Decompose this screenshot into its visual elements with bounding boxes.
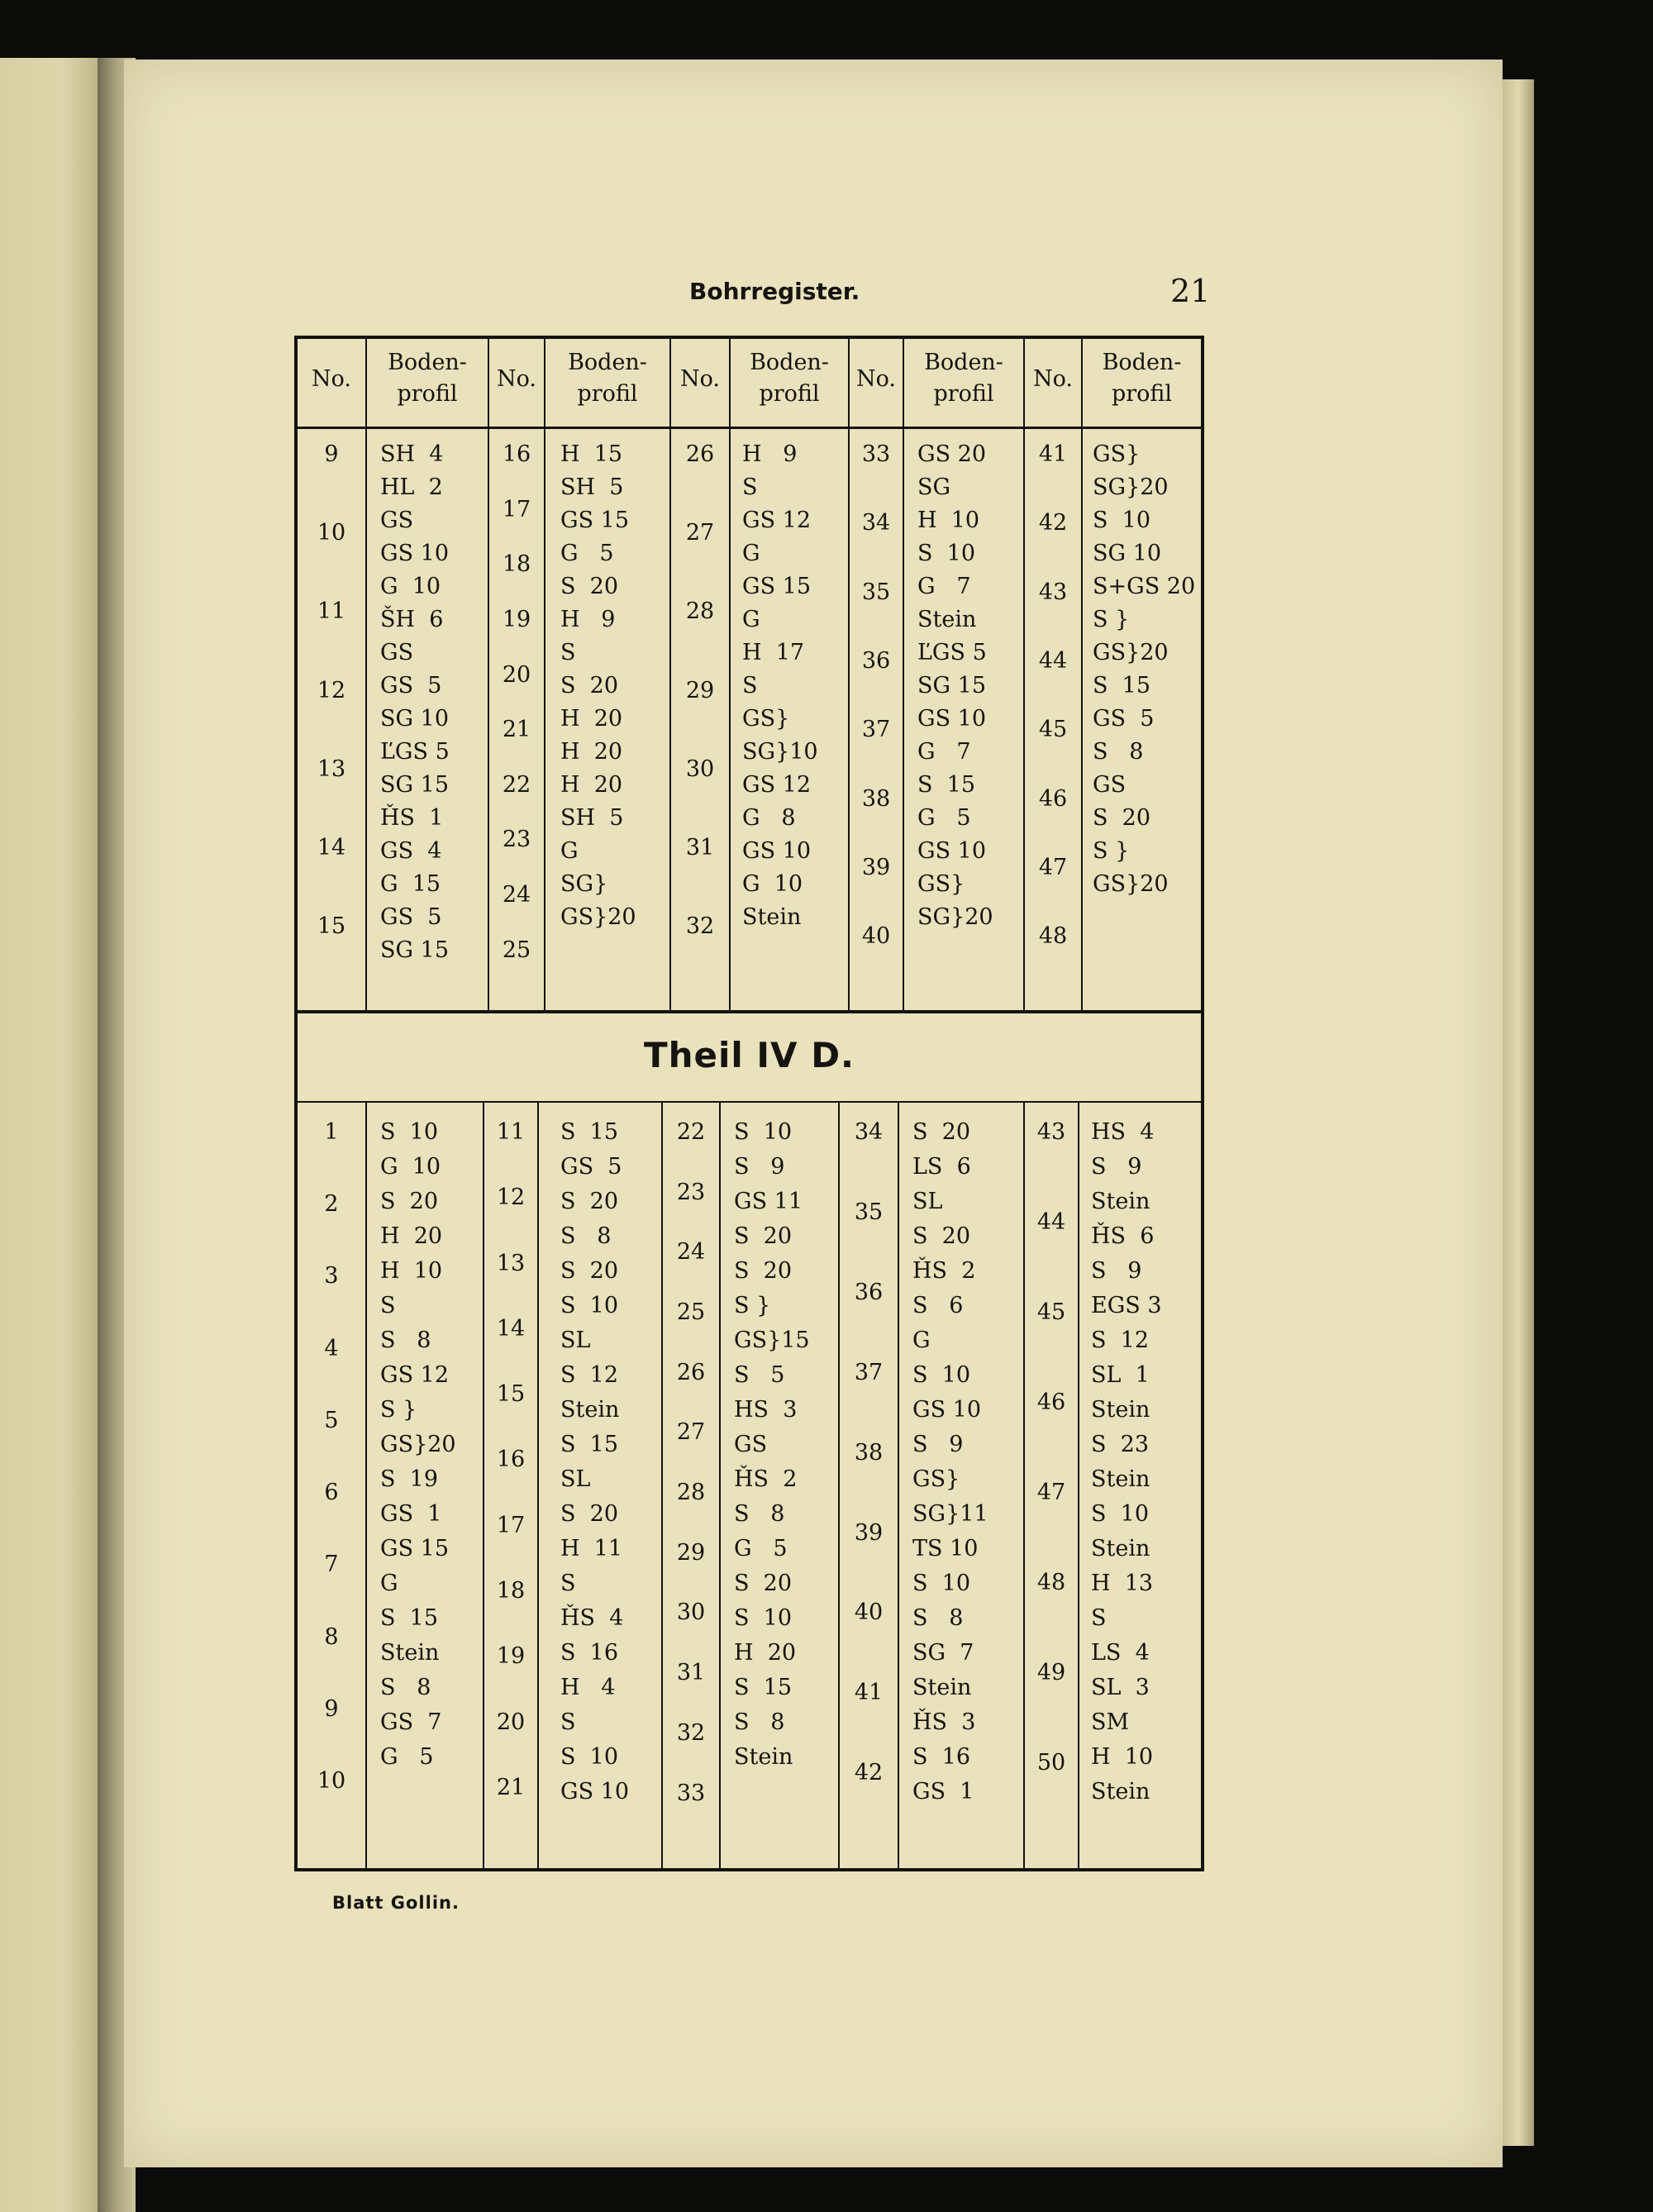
- boring-number: 43: [1036, 1119, 1066, 1145]
- boring-number: 40: [861, 923, 891, 950]
- soil-profile-line: H 10: [1091, 1744, 1154, 1770]
- soil-profile-line: S 10: [912, 1571, 971, 1596]
- soil-profile-line: G: [560, 838, 579, 864]
- boring-number: 26: [676, 1359, 706, 1385]
- boring-number: 15: [496, 1381, 526, 1408]
- soil-profile-line: S 10: [560, 1293, 619, 1318]
- boring-number: 10: [317, 520, 346, 546]
- soil-profile-line: SH 5: [560, 474, 624, 500]
- soil-profile-line: G 5: [917, 805, 971, 831]
- running-title: Bohrregister.: [689, 278, 860, 305]
- soil-profile-line: G 10: [742, 871, 803, 897]
- soil-profile-line: S 20: [560, 1189, 619, 1214]
- soil-profile-line: SG 10: [380, 706, 450, 732]
- boring-number: 14: [317, 835, 346, 860]
- soil-profile-line: S 20: [734, 1223, 793, 1249]
- soil-profile-line: GS 11: [734, 1189, 803, 1214]
- soil-profile-line: ĽGS 5: [380, 739, 450, 765]
- soil-profile-line: GS 12: [742, 772, 812, 798]
- soil-profile-line: SH 4: [380, 441, 444, 467]
- rule: [1081, 339, 1083, 1012]
- soil-profile-line: S 10: [734, 1119, 793, 1145]
- soil-profile-line: LS 6: [912, 1154, 971, 1180]
- column-header: Boden- profil: [388, 350, 467, 407]
- boring-number: 21: [502, 717, 531, 743]
- left-page-edge: [0, 58, 106, 2212]
- section-title: Theil IV D.: [643, 1035, 855, 1075]
- soil-profile-line: S 8: [380, 1328, 431, 1353]
- soil-profile-line: S 20: [560, 673, 619, 698]
- soil-profile-line: GS 1: [380, 1501, 442, 1527]
- boring-number: 48: [1036, 1570, 1066, 1596]
- boring-number: 17: [496, 1512, 526, 1538]
- boring-number: 32: [685, 913, 715, 940]
- boring-number: 48: [1038, 923, 1068, 950]
- rule: [729, 339, 731, 1012]
- soil-profile-line: S 8: [734, 1709, 785, 1735]
- boring-number: 46: [1038, 785, 1068, 812]
- boring-number: 27: [685, 520, 715, 546]
- soil-profile-line: S: [560, 1709, 576, 1735]
- column-header: Boden- profil: [924, 350, 1003, 407]
- soil-profile-line: H 17: [742, 640, 805, 665]
- boring-number: 13: [317, 756, 346, 782]
- soil-profile-line: S 9: [1091, 1154, 1142, 1180]
- rule: [365, 1103, 367, 1871]
- soil-profile-line: S 9: [734, 1154, 785, 1180]
- boring-number: 45: [1038, 717, 1068, 743]
- soil-profile-line: SH 5: [560, 805, 624, 831]
- soil-profile-line: G: [912, 1328, 931, 1353]
- soil-profile-line: Stein: [380, 1640, 440, 1666]
- soil-profile-line: ȞS 6: [1091, 1223, 1155, 1249]
- soil-profile-line: S 10: [912, 1362, 971, 1388]
- soil-profile-line: SG 10: [1093, 541, 1162, 566]
- boring-number: 31: [676, 1660, 706, 1686]
- soil-profile-line: G 10: [380, 1154, 441, 1180]
- soil-profile-line: ȞS 3: [912, 1709, 976, 1735]
- boring-number: 39: [861, 854, 891, 880]
- soil-profile-line: SG 15: [380, 937, 450, 963]
- boring-number: 10: [317, 1767, 346, 1794]
- boring-number: 31: [685, 835, 715, 860]
- soil-profile-line: H 10: [380, 1258, 443, 1284]
- page-edges: [1503, 79, 1534, 2146]
- soil-profile-line: S 8: [560, 1223, 612, 1249]
- soil-profile-line: ȞS 1: [380, 805, 444, 831]
- soil-profile-line: GS 5: [380, 904, 442, 930]
- soil-profile-line: S 9: [912, 1432, 964, 1457]
- soil-profile-line: SG 15: [917, 673, 987, 698]
- column-header: No.: [680, 366, 720, 392]
- soil-profile-line: GS: [380, 640, 414, 665]
- soil-profile-line: H 15: [560, 441, 623, 467]
- soil-profile-line: GS 7: [380, 1709, 442, 1735]
- boring-number: 42: [854, 1760, 884, 1786]
- boring-number: 13: [496, 1250, 526, 1276]
- boring-number: 4: [324, 1335, 339, 1361]
- boring-number: 2: [324, 1191, 339, 1218]
- soil-profile-line: GS 10: [742, 838, 812, 864]
- soil-profile-line: SG}11: [912, 1501, 988, 1527]
- boring-number: 9: [324, 441, 339, 467]
- soil-profile-line: G: [742, 607, 760, 632]
- boring-number: 9: [324, 1695, 339, 1722]
- boring-number: 41: [1038, 441, 1068, 467]
- soil-profile-line: GS}: [917, 871, 965, 897]
- boring-number: 28: [685, 598, 715, 625]
- soil-profile-line: GS 10: [917, 838, 987, 864]
- boring-number: 33: [861, 441, 891, 467]
- soil-profile-line: SL: [560, 1328, 591, 1353]
- soil-profile-line: S 20: [1093, 805, 1151, 831]
- soil-profile-line: GS 20: [917, 441, 987, 467]
- soil-profile-line: GS}: [742, 706, 790, 732]
- boring-number: 15: [317, 913, 346, 940]
- soil-profile-line: GS 4: [380, 838, 442, 864]
- soil-profile-line: SL 3: [1091, 1675, 1150, 1700]
- soil-profile-line: S 20: [560, 1501, 619, 1527]
- boring-number: 33: [676, 1780, 706, 1806]
- soil-profile-line: S 20: [912, 1223, 971, 1249]
- soil-profile-line: S 12: [1091, 1328, 1150, 1353]
- rule: [898, 1103, 899, 1871]
- boring-number: 38: [854, 1439, 884, 1466]
- column-header: No.: [312, 366, 351, 392]
- soil-profile-line: SM: [1091, 1709, 1130, 1735]
- soil-profile-line: SG}: [560, 871, 608, 897]
- soil-profile-line: H 9: [560, 607, 616, 632]
- soil-profile-line: S 10: [380, 1119, 439, 1145]
- soil-profile-line: S 6: [912, 1293, 964, 1318]
- soil-profile-line: GS}: [912, 1466, 960, 1492]
- soil-profile-line: Stein: [1091, 1466, 1150, 1492]
- soil-profile-line: SL 1: [1091, 1362, 1150, 1388]
- boring-number: 3: [324, 1263, 339, 1290]
- boring-number: 32: [676, 1719, 706, 1746]
- boring-number: 42: [1038, 510, 1068, 536]
- soil-profile-line: ĽGS 5: [917, 640, 987, 665]
- boring-number: 43: [1038, 579, 1068, 605]
- rule: [719, 1103, 721, 1871]
- soil-profile-line: S+GS 20: [1093, 574, 1196, 599]
- soil-profile-line: GS: [1093, 772, 1127, 798]
- soil-profile-line: S 20: [560, 574, 619, 599]
- boring-number: 8: [324, 1623, 339, 1650]
- boring-number: 37: [854, 1359, 884, 1385]
- soil-profile-line: Stein: [1091, 1536, 1150, 1561]
- boring-number: 34: [861, 510, 891, 536]
- column-header: No.: [1033, 366, 1073, 392]
- soil-profile-line: S 10: [560, 1744, 619, 1770]
- soil-profile-line: LS 4: [1091, 1640, 1150, 1666]
- soil-profile-line: HS 4: [1091, 1119, 1155, 1145]
- boring-number: 18: [496, 1578, 526, 1604]
- soil-profile-line: S 15: [560, 1432, 619, 1457]
- soil-profile-line: S 16: [560, 1640, 619, 1666]
- soil-profile-line: GS}15: [734, 1328, 810, 1353]
- boring-number: 47: [1036, 1480, 1066, 1506]
- soil-profile-line: S 23: [1091, 1432, 1150, 1457]
- boring-number: 36: [854, 1279, 884, 1305]
- soil-profile-line: SL: [912, 1189, 943, 1214]
- soil-profile-line: GS 5: [380, 673, 442, 698]
- boring-number: 29: [685, 677, 715, 703]
- soil-profile-line: GS}: [1093, 441, 1141, 467]
- soil-profile-line: H 4: [560, 1675, 616, 1700]
- soil-profile-line: S 15: [380, 1605, 439, 1631]
- boring-number: 46: [1036, 1390, 1066, 1416]
- soil-profile-line: Stein: [560, 1397, 620, 1423]
- page-number: 21: [1170, 273, 1211, 309]
- soil-profile-line: S 8: [1093, 739, 1144, 765]
- boring-number: 12: [496, 1185, 526, 1211]
- boring-number: 23: [502, 827, 531, 853]
- soil-profile-line: H 20: [380, 1223, 443, 1249]
- boring-number: 39: [854, 1519, 884, 1546]
- boring-number: 35: [854, 1199, 884, 1225]
- boring-number: 22: [502, 771, 531, 798]
- soil-profile-line: S 15: [1093, 673, 1151, 698]
- soil-profile-line: ȞS 2: [912, 1258, 976, 1284]
- boring-number: 20: [502, 661, 531, 688]
- header-rule: [298, 427, 1201, 429]
- boring-number: 24: [502, 882, 531, 908]
- boring-number: 49: [1036, 1660, 1066, 1686]
- soil-profile-line: G 5: [560, 541, 614, 566]
- soil-profile-line: Stein: [1091, 1189, 1150, 1214]
- soil-profile-line: GS 12: [742, 508, 812, 533]
- soil-profile-line: S 15: [917, 772, 976, 798]
- soil-profile-line: S: [380, 1293, 396, 1318]
- boring-number: 21: [496, 1774, 526, 1800]
- section-rule-top: [298, 1010, 1201, 1013]
- boring-number: 41: [854, 1680, 884, 1706]
- boring-number: 35: [861, 579, 891, 605]
- soil-profile-line: Stein: [912, 1675, 972, 1700]
- soil-profile-line: ȞS 4: [560, 1605, 624, 1631]
- soil-profile-line: S: [742, 673, 758, 698]
- soil-profile-line: G 10: [380, 574, 441, 599]
- soil-profile-line: S 5: [734, 1362, 785, 1388]
- soil-profile-line: H 20: [560, 706, 623, 732]
- boring-number: 28: [676, 1480, 706, 1506]
- soil-profile-line: SL: [560, 1466, 591, 1492]
- soil-profile-line: S 8: [734, 1501, 785, 1527]
- boring-number: 25: [502, 937, 531, 963]
- soil-profile-line: SG 15: [380, 772, 450, 798]
- soil-profile-line: S 10: [917, 541, 976, 566]
- boring-number: 44: [1038, 647, 1068, 674]
- section-rule-bottom: [298, 1101, 1201, 1103]
- soil-profile-line: S 9: [1091, 1258, 1142, 1284]
- boring-number: 6: [324, 1480, 339, 1506]
- soil-profile-line: EGS 3: [1091, 1293, 1162, 1318]
- boring-number: 36: [861, 647, 891, 674]
- soil-profile-line: GS 10: [560, 1779, 630, 1804]
- boring-number: 26: [685, 441, 715, 467]
- soil-profile-line: S: [560, 1571, 576, 1596]
- rule: [537, 1103, 539, 1871]
- soil-profile-line: G 5: [380, 1744, 434, 1770]
- boring-number: 30: [685, 756, 715, 782]
- soil-profile-line: GS}20: [380, 1432, 456, 1457]
- boring-number: 27: [676, 1419, 706, 1446]
- boring-number: 50: [1036, 1750, 1066, 1776]
- boring-number: 45: [1036, 1299, 1066, 1326]
- soil-profile-line: S }: [1093, 838, 1130, 864]
- boring-number: 16: [496, 1447, 526, 1473]
- soil-profile-line: GS 1: [912, 1779, 974, 1804]
- boring-number: 38: [861, 785, 891, 812]
- soil-profile-line: GS}20: [1093, 640, 1169, 665]
- soil-profile-line: TS 10: [912, 1536, 979, 1561]
- soil-profile-line: GS 12: [380, 1362, 450, 1388]
- boring-number: 14: [496, 1315, 526, 1342]
- soil-profile-line: GS 15: [380, 1536, 450, 1561]
- boring-number: 16: [502, 441, 531, 467]
- boring-number: 44: [1036, 1209, 1066, 1236]
- soil-profile-line: S 12: [560, 1362, 619, 1388]
- soil-profile-line: S 19: [380, 1466, 439, 1492]
- soil-profile-line: GS 10: [917, 706, 987, 732]
- soil-profile-line: H 10: [917, 508, 980, 533]
- soil-profile-line: Stein: [917, 607, 977, 632]
- soil-profile-line: Stein: [742, 904, 802, 930]
- column-header: Boden- profil: [1102, 350, 1182, 407]
- soil-profile-line: S 20: [734, 1258, 793, 1284]
- soil-profile-line: SG}20: [1093, 474, 1169, 500]
- soil-profile-line: H 20: [734, 1640, 797, 1666]
- boring-number: 5: [324, 1407, 339, 1433]
- soil-profile-line: H 9: [742, 441, 798, 467]
- soil-profile-line: GS 10: [912, 1397, 982, 1423]
- soil-profile-line: Stein: [734, 1744, 793, 1770]
- boring-number: 20: [496, 1709, 526, 1735]
- soil-profile-line: GS 5: [560, 1154, 622, 1180]
- boring-number: 25: [676, 1299, 706, 1326]
- boring-number: 30: [676, 1599, 706, 1626]
- rule: [544, 339, 545, 1012]
- boring-number: 29: [676, 1539, 706, 1566]
- soil-profile-line: ŠH 6: [380, 607, 444, 632]
- boring-number: 1: [324, 1119, 339, 1145]
- soil-profile-line: S 20: [912, 1119, 971, 1145]
- boring-number: 18: [502, 551, 531, 578]
- rule: [903, 339, 904, 1012]
- boring-number: 47: [1038, 854, 1068, 880]
- rule: [365, 339, 367, 1012]
- boring-number: 34: [854, 1119, 884, 1145]
- soil-profile-line: GS}20: [560, 904, 636, 930]
- soil-profile-line: G 7: [917, 739, 971, 765]
- soil-profile-line: S 10: [1093, 508, 1151, 533]
- column-header: No.: [856, 366, 896, 392]
- soil-profile-line: S 20: [734, 1571, 793, 1596]
- soil-profile-line: Stein: [1091, 1397, 1150, 1423]
- column-header: Boden- profil: [568, 350, 647, 407]
- boring-number: 11: [496, 1119, 526, 1145]
- column-header: Boden- profil: [750, 350, 829, 407]
- soil-profile-line: H 13: [1091, 1571, 1154, 1596]
- soil-profile-line: GS 5: [1093, 706, 1155, 732]
- soil-profile-line: Stein: [1091, 1779, 1150, 1804]
- soil-profile-line: H 20: [560, 739, 623, 765]
- soil-profile-line: S 10: [1091, 1501, 1150, 1527]
- soil-profile-line: SG: [917, 474, 951, 500]
- soil-profile-line: HS 3: [734, 1397, 798, 1423]
- soil-profile-line: GS 15: [560, 508, 630, 533]
- soil-profile-line: G 7: [917, 574, 971, 599]
- soil-profile-line: G 15: [380, 871, 441, 897]
- rule: [483, 1103, 484, 1871]
- soil-profile-line: S 15: [734, 1675, 793, 1700]
- soil-profile-line: S 20: [380, 1189, 439, 1214]
- soil-profile-line: H 11: [560, 1536, 623, 1561]
- rule: [1078, 1103, 1079, 1871]
- boring-number: 37: [861, 717, 891, 743]
- soil-profile-line: GS 10: [380, 541, 450, 566]
- soil-profile-line: G 5: [734, 1536, 788, 1561]
- soil-profile-line: HL 2: [380, 474, 443, 500]
- soil-profile-line: SG}20: [917, 904, 993, 930]
- soil-profile-line: SG}10: [742, 739, 818, 765]
- soil-profile-line: G: [380, 1571, 398, 1596]
- boring-number: 24: [676, 1239, 706, 1266]
- soil-profile-line: ȞS 2: [734, 1466, 798, 1492]
- boring-number: 11: [317, 598, 346, 625]
- boring-number: 19: [502, 606, 531, 632]
- boring-number: 23: [676, 1179, 706, 1205]
- soil-profile-line: S }: [1093, 607, 1130, 632]
- soil-profile-line: GS: [380, 508, 414, 533]
- soil-profile-line: GS: [734, 1432, 768, 1457]
- footer-sheet: Blatt Gollin.: [332, 1893, 460, 1913]
- boring-number: 22: [676, 1119, 706, 1145]
- soil-profile-line: S: [1091, 1605, 1107, 1631]
- register-table: [294, 336, 1204, 1871]
- boring-number: 17: [502, 496, 531, 522]
- boring-number: 12: [317, 677, 346, 703]
- soil-profile-line: S 8: [380, 1675, 431, 1700]
- soil-profile-line: SG 7: [912, 1640, 974, 1666]
- boring-number: 7: [324, 1552, 339, 1578]
- soil-profile-line: GS}20: [1093, 871, 1169, 897]
- boring-number: 40: [854, 1599, 884, 1626]
- soil-profile-line: H 20: [560, 772, 623, 798]
- soil-profile-line: S 15: [560, 1119, 619, 1145]
- soil-profile-line: S: [560, 640, 576, 665]
- soil-profile-line: S 20: [560, 1258, 619, 1284]
- soil-profile-line: G: [742, 541, 760, 566]
- soil-profile-line: S: [742, 474, 758, 500]
- column-header: No.: [497, 366, 536, 392]
- soil-profile-line: S 8: [912, 1605, 964, 1631]
- soil-profile-line: S }: [734, 1293, 771, 1318]
- soil-profile-line: S 10: [734, 1605, 793, 1631]
- soil-profile-line: S 16: [912, 1744, 971, 1770]
- soil-profile-line: G 8: [742, 805, 796, 831]
- soil-profile-line: S }: [380, 1397, 417, 1423]
- soil-profile-line: GS 15: [742, 574, 812, 599]
- boring-number: 19: [496, 1643, 526, 1670]
